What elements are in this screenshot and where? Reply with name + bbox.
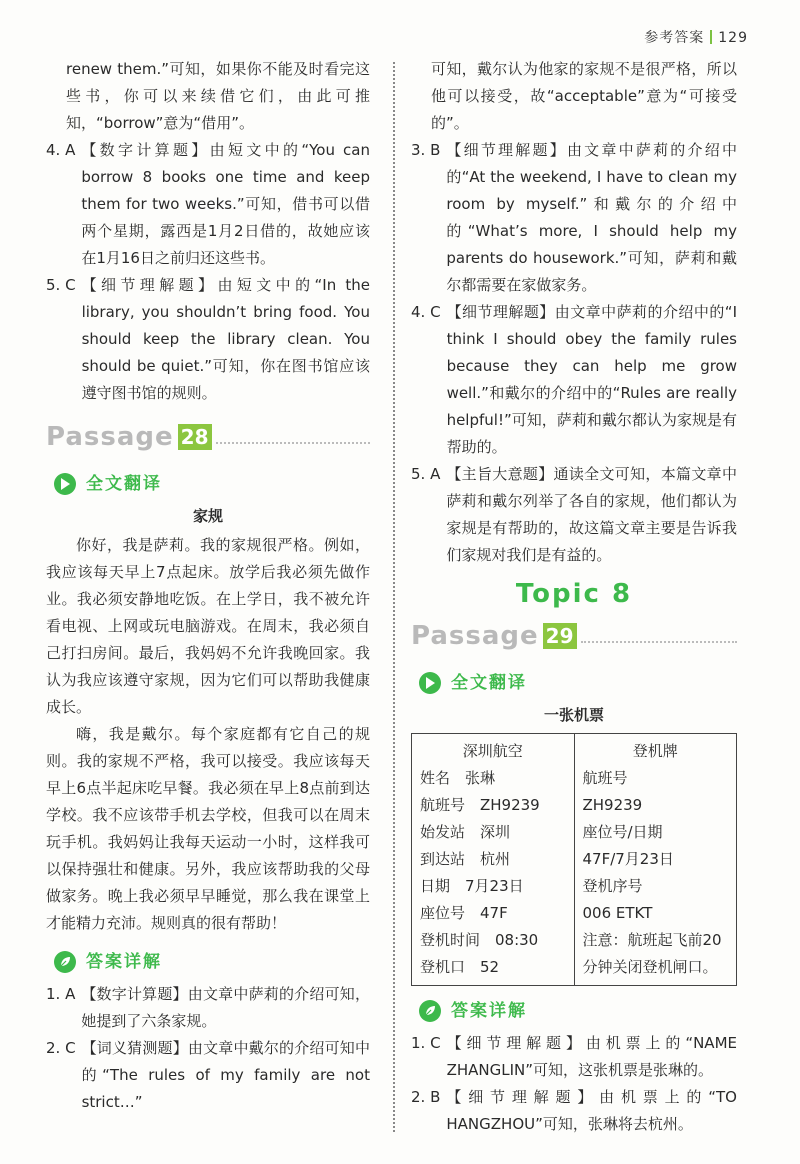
answer-text: 【数字计算题】由短文中的“You can borrow 8 books one time and keep them for two weeks.”可知，借书可以借两个星期，露西是1月2日借的，故她应该在1月16日之前归还这些书。	[81, 141, 370, 267]
answer-number: 4. A	[46, 141, 76, 159]
section-label: 全文翻译	[451, 672, 527, 693]
page-number: 129	[718, 30, 748, 46]
answer-item	[411, 299, 737, 461]
passage-number: 29	[543, 623, 577, 649]
ticket-line: 登机牌	[632, 742, 678, 760]
ticket-line: 始发站 深圳	[420, 823, 511, 841]
answer-item	[46, 137, 370, 272]
play-icon	[54, 473, 76, 495]
page-header	[644, 27, 748, 47]
answer-number: 1. C	[411, 1034, 441, 1052]
answer-item	[46, 1035, 370, 1116]
answer-text: 【细节理解题】由机票上的“NAME ZHANGLIN”可知，这张机票是张琳的。	[446, 1034, 737, 1079]
leaf-icon	[54, 951, 76, 973]
ticket-line: 日期 7月23日	[420, 877, 524, 895]
ticket-right-cell	[574, 734, 737, 986]
answer-text: 【细节理解题】由文章中萨莉的介绍中的“I think I should obey the family rules because they can help me grow well.”和戴尔的介绍中的“Rules are really helpful!”可知，萨莉和戴尔都认为家规是有帮助的。	[446, 303, 737, 456]
ticket-left-cell	[412, 734, 575, 986]
section-translation	[54, 469, 370, 499]
play-icon	[419, 672, 441, 694]
answer-text: 【词义猜测题】由文章中戴尔的介绍可知中的“The rules of my family are not strict…”	[81, 1039, 370, 1111]
answer-text: 【细节理解题】由短文中的“In the library, you shouldn’t bring food. You should keep the library clean. You should be quiet.”可知，你在图书馆应该遵守图书馆的规则。	[81, 276, 370, 402]
ticket-line: 航班号 ZH9239	[420, 796, 540, 814]
answer-number: 1. A	[46, 985, 76, 1003]
passage-heading	[411, 614, 737, 658]
paragraph: 你好，我是萨莉。我的家规很严格。例如，我应该每天早上7点起床。放学后我必须先做作业。我必须安静地吃饭。在上学日，我不被允许看电视、上网或玩电脑游戏。在周末，我必须自己打扫房间。最后，我妈妈不允许我晚回家。我认为我应该遵守家规，因为它们可以帮助我健康成长。	[46, 536, 370, 716]
ticket-line: 航班号	[582, 769, 628, 787]
header-separator	[710, 30, 712, 44]
answer-text: 【细节理解题】由机票上的“TO HANGZHOU”可知，张琳将去杭州。	[446, 1088, 737, 1133]
ticket-line: 深圳航空	[462, 742, 523, 760]
header-title: 参考答案	[644, 30, 705, 46]
answer-number: 5. A	[411, 465, 441, 483]
ticket-line: 注意：航班起飞前20分钟关闭登机闸口。	[582, 931, 722, 976]
answer-text: 【数字计算题】由文章中萨莉的介绍可知，她提到了六条家规。	[81, 985, 370, 1030]
answer-number: 3. B	[411, 141, 441, 159]
answer-item	[411, 1084, 737, 1138]
continued-text: renew them.”可知，如果你不能及时看完这些书，你可以来续借它们，由此可推知，“borrow”意为“借用”。	[66, 60, 370, 132]
answer-item	[411, 461, 737, 569]
ticket-line: 006 ETKT	[582, 904, 653, 922]
article-title: 一张机票	[543, 706, 604, 724]
section-label: 答案详解	[86, 951, 162, 972]
ticket-line: 座位号 47F	[420, 904, 508, 922]
ticket-line: 座位号/日期	[582, 823, 663, 841]
dotted-rule	[581, 641, 738, 643]
ticket-line: 登机口 52	[420, 958, 500, 976]
answer-number: 2. C	[46, 1039, 76, 1057]
passage-word: Passage	[411, 620, 539, 651]
leaf-icon	[419, 1000, 441, 1022]
answer-item	[46, 981, 370, 1035]
section-answers	[54, 947, 370, 977]
ticket-table	[411, 733, 737, 986]
continued-text: 可知，戴尔认为他家的家规不是很严格，所以他可以接受，故“acceptable”意为“可接受的”。	[431, 60, 737, 132]
answer-number: 5. C	[46, 276, 76, 294]
answer-item	[411, 1030, 737, 1084]
answer-item	[411, 137, 737, 299]
answer-number: 4. C	[411, 303, 441, 321]
answer-item	[46, 272, 370, 407]
section-label: 答案详解	[451, 1000, 527, 1021]
ticket-line: 登机时间 08:30	[420, 931, 539, 949]
passage-heading	[46, 415, 370, 459]
left-column	[46, 56, 370, 1116]
article-title: 家规	[192, 507, 223, 525]
column-divider	[393, 62, 395, 1132]
section-label: 全文翻译	[86, 473, 162, 494]
passage-number: 28	[178, 424, 212, 450]
answer-text: 【主旨大意题】通读全文可知，本篇文章中萨莉和戴尔列举了各自的家规，他们都认为家规是有帮助的，故这篇文章主要是告诉我们家规对我们是有益的。	[446, 465, 737, 564]
ticket-line: ZH9239	[582, 796, 643, 814]
passage-word: Passage	[46, 421, 174, 452]
ticket-line: 到达站 杭州	[420, 850, 511, 868]
right-column	[411, 56, 737, 1138]
ticket-line: 登机序号	[582, 877, 643, 895]
topic-heading: Topic 8	[515, 579, 633, 609]
paragraph: 嗨，我是戴尔。每个家庭都有它自己的规则。我的家规不严格，我可以接受。我应该每天早上6点半起床吃早餐。我必须在早上8点前到达学校。我不应该带手机去学校，但我可以在周末玩手机。我妈妈让我每天运动一小时，这样我可以保持强壮和健康。另外，我应该帮助我的父母做家务。晚上我必须早早睡觉，那么我在课堂上才能精力充沛。规则真的很有帮助！	[46, 725, 370, 932]
ticket-line: 47F/7月23日	[582, 850, 674, 868]
answer-text: 【细节理解题】由文章中萨莉的介绍中的“At the weekend, I have to clean my room by myself.”和戴尔的介绍中的“What’s more, I should help my parents do housework.”可知，萨莉和戴尔都需要在家做家务。	[446, 141, 737, 294]
ticket-line: 姓名 张琳	[420, 769, 496, 787]
section-translation	[419, 668, 737, 698]
dotted-rule	[216, 442, 371, 444]
section-answers	[419, 996, 737, 1026]
answer-number: 2. B	[411, 1088, 441, 1106]
